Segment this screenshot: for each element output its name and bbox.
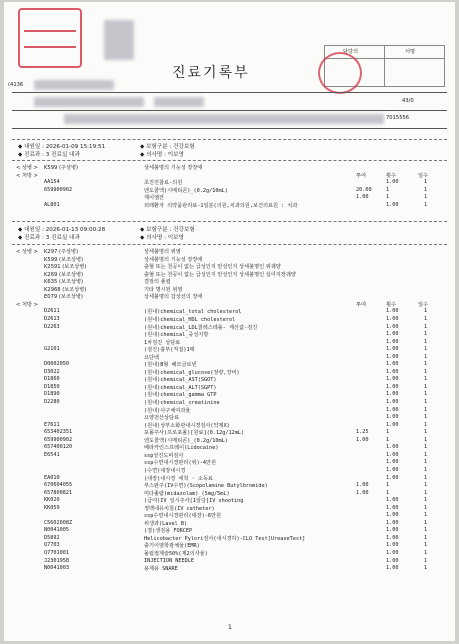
rx-name: (원내)chemical_total cholesterol [144, 309, 242, 316]
col-dose-header: 투여 [356, 172, 367, 179]
rx-name: 부스판주(IV수면)(Scopolamine Butylbromide) [144, 483, 268, 490]
clinic-seal-stamp [18, 8, 82, 68]
rx-days: 1 [424, 557, 428, 564]
rx-code: D1890 [44, 391, 60, 398]
rx-name: 엔도콜액(시메티콘)_(0.2g/10mL) [144, 437, 228, 444]
rx-name: ssp상진도비검사 [144, 452, 184, 459]
rx-name: (수면)대장내시경 [144, 467, 186, 474]
rx-times: 1.00 [386, 550, 399, 556]
diagnosis-label: < 상병 > [16, 249, 39, 255]
rx-days: 1 [424, 383, 428, 390]
visit1-insurance: ◆ 보험구분 : 건강보험 [140, 144, 195, 150]
rx-code: Q7701001 [44, 550, 69, 556]
rx-days: 1 [424, 421, 428, 428]
diagnosis-name: 상세불명의 기능성 장장애 [144, 256, 203, 263]
rx-days: 1 [424, 565, 428, 572]
document-title: 진료기록부 [172, 65, 250, 81]
col-days-header: 일수 [418, 301, 429, 308]
rx-days: 1 [424, 519, 428, 526]
rx-days: 1 [424, 466, 428, 473]
rx-code: N0041003 [44, 565, 69, 572]
rx-times: 1.00 [386, 414, 399, 421]
rx-dose: 1.00 [356, 489, 369, 496]
col-times-header: 횟수 [386, 172, 397, 179]
sign-box-signature-label: 서명 [405, 49, 416, 55]
rx-times: 1.00 [386, 368, 399, 375]
diagnosis-name: 결장의 폴립 [144, 279, 171, 286]
rx-code: D0002050 [44, 361, 69, 368]
rx-days: 1 [424, 338, 428, 345]
diagnosis-code: K2968 (보조상병) [44, 286, 87, 293]
rx-name: 1차검진 상담료 [144, 339, 181, 346]
rx-times: 1.00 [386, 179, 399, 186]
rx-name: (대장)내시경 세척 · 소독료 [144, 475, 213, 482]
rx-code: 670604055 [44, 482, 73, 489]
diagnosis-code: K599 (보조상병) [44, 256, 84, 263]
rx-name: 미다졸람(midazolam)_(5mg/5mL) [144, 490, 230, 497]
rx-times: 1.00 [386, 383, 399, 390]
page-count: 43/0 [402, 98, 414, 104]
diagnosis-name: 기타 명시된 위염 [144, 286, 183, 293]
diagnosis-code: K269 (보조상병) [44, 271, 84, 278]
rx-times: 1.00 [386, 557, 399, 564]
rx-times: 1.00 [386, 353, 399, 360]
sign-box-doctor-label: 담당의 [343, 49, 359, 55]
rx-code: D2263 [44, 323, 60, 330]
rx-name: (원내)상부소화관내시경검사(약제X) [144, 422, 230, 429]
rx-name: 베라카인스프레이(Lidocaine) [144, 445, 219, 452]
rx-days: 1 [424, 527, 428, 534]
rx-times: 1.00 [386, 361, 399, 368]
rx-days: 1 [424, 194, 428, 201]
diagnosis-code: K2591 (보조상병) [44, 264, 87, 271]
rx-name: (원내)chemical_AST(SGOT) [144, 377, 217, 384]
rx-name: 포폴주사(프로포폴)[원료](0.12g/12mL) [144, 430, 245, 437]
rx-name: 출기이염학광체율(EMR) [144, 543, 200, 550]
rx-times: 1 [386, 436, 390, 443]
rx-days: 1 [424, 497, 428, 504]
rx-times: 1.00 [386, 391, 399, 398]
rx-days: 1 [424, 444, 428, 451]
divider [12, 128, 447, 129]
visit-divider [12, 244, 447, 245]
rx-days: 1 [424, 186, 428, 193]
rx-times: 1.00 [386, 399, 399, 405]
partial-id: 7015556 [386, 115, 410, 121]
rx-name: INJECTION NEEDLE [144, 557, 194, 564]
rx-code: 657800821 [44, 489, 73, 496]
rx-code: AL801 [44, 202, 60, 208]
divider [12, 92, 447, 93]
rx-name: 용제용 SNARE [144, 566, 178, 573]
redacted-block [34, 80, 114, 90]
rx-days: 1 [424, 368, 428, 375]
rx-days: 1 [424, 436, 428, 443]
rx-days: 1 [424, 414, 428, 421]
rx-days: 1 [424, 315, 428, 322]
rx-days: 1 [424, 331, 428, 338]
rx-times: 1.00 [386, 474, 399, 481]
rx-code: KK059 [44, 504, 60, 511]
redacted-block [154, 97, 204, 107]
rx-code: Q7703 [44, 542, 60, 549]
rx-times: 1.00 [386, 308, 399, 315]
rx-days: 1 [424, 346, 428, 353]
rx-days: 1 [424, 534, 428, 541]
rx-times: 1 [386, 186, 390, 193]
col-times-header: 횟수 [386, 301, 397, 308]
visit2-doctor: ◆ 의사명 : 이보영 [140, 235, 184, 241]
rx-times: 1.00 [386, 323, 399, 330]
prescription-label: < 처방 > [16, 301, 39, 308]
rx-code: E6541 [44, 451, 60, 458]
rx-name: 제이엠잔 [144, 195, 165, 202]
diagnosis-name: 상세불명의 기능성 장장애 [144, 165, 203, 171]
rx-times: 1 [386, 489, 390, 496]
rx-days: 1 [424, 482, 428, 489]
rx-code: D5892 [44, 534, 60, 541]
visit1-department: ◆ 진료과 : 3 진료실 내과 [18, 152, 80, 158]
rx-times: 1.00 [386, 527, 399, 534]
rx-name: (원내)chemical_중성지방 [144, 332, 209, 339]
record-page [4, 2, 455, 641]
rx-name: (급여)IV 일시주사[1일당]IV shooting [144, 498, 244, 505]
rx-times: 1 [386, 194, 390, 201]
visit-divider [12, 139, 447, 140]
diagnosis-label: < 상병 > [16, 165, 39, 171]
chart-number: (4136 [8, 82, 24, 88]
rx-name: 폴립절제술50%(제2의사율) [144, 551, 208, 557]
visit2-department: ◆ 진료과 : 3 진료실 내과 [18, 235, 80, 241]
rx-times: 1 [386, 429, 390, 436]
rx-days: 1 [424, 429, 428, 436]
rx-dose: 1.00 [356, 482, 369, 489]
page-number: 1 [228, 624, 232, 631]
rx-code: D2280 [44, 399, 60, 405]
rx-name: ssp수면내시경관리(위)-4만원 [144, 460, 216, 467]
rx-days: 1 [424, 391, 428, 398]
rx-name: (원내)사구체여과율 [144, 407, 191, 414]
doctor-seal-stamp [318, 52, 362, 94]
rx-code: KK020 [44, 497, 60, 504]
rx-times: 1.00 [386, 444, 399, 451]
rx-times: 1.00 [386, 504, 399, 511]
rx-code: 657400120 [44, 444, 73, 451]
diagnosis-code: K635 (보조상병) [44, 279, 84, 286]
prescription-label: < 처방 > [16, 172, 39, 179]
rx-times: 1.00 [386, 376, 399, 383]
rx-dose: 20.00 [356, 186, 372, 193]
rx-days: 1 [424, 474, 428, 481]
rx-name: ssp수면내시경관리(대장)-6만원 [144, 513, 221, 520]
rx-name: (원내)chemical_ALT(SGPT) [144, 384, 217, 391]
rx-times: 1.00 [386, 331, 399, 338]
visit1-date: ◆ 내원일 : 2026-01-09 15:19:51 [18, 144, 106, 150]
rx-days: 1 [424, 399, 428, 405]
rx-times: 1.00 [386, 346, 399, 353]
rx-name: 위생과(Lavel B) [144, 520, 188, 527]
redacted-block [64, 114, 384, 124]
rx-dose: 1.25 [356, 429, 369, 436]
rx-code: D3022 [44, 368, 60, 375]
rx-code: EA010 [44, 474, 60, 481]
rx-name: (원내)B형 혜모글로빈 [144, 362, 197, 369]
col-dose-header: 투여 [356, 301, 367, 308]
rx-times: 1.00 [386, 451, 399, 458]
rx-times: 1.00 [386, 338, 399, 345]
rx-days: 1 [424, 406, 428, 413]
rx-code: D1850 [44, 383, 60, 390]
rx-name: 초진진찰료-의원 [144, 180, 183, 187]
visit2-insurance: ◆ 보험구분 : 건강보험 [140, 227, 195, 233]
rx-name: (검진)흉부(직접)1매 [144, 347, 195, 354]
visit2-date: ◆ 내원일 : 2026-01-13 09:00:28 [18, 227, 106, 233]
redacted-block [104, 20, 134, 60]
rx-days: 1 [424, 202, 428, 208]
rx-name: (원내)chemical_glucose(정량,장비) [144, 369, 240, 376]
rx-times: 1.00 [386, 519, 399, 526]
rx-code: D2613 [44, 315, 60, 322]
rx-name: 정맥내유치침(IV catheter) [144, 505, 215, 512]
rx-code: D1860 [44, 376, 60, 383]
rx-code: 659900902 [44, 436, 73, 443]
rx-days: 1 [424, 308, 428, 315]
rx-name: (원내)chemical_gamma GTP [144, 392, 217, 399]
rx-days: 1 [424, 323, 428, 330]
visit-divider [12, 160, 447, 161]
rx-code: E7611 [44, 421, 60, 428]
rx-name: (겸)생검용 FORCEP [144, 528, 193, 535]
rx-days: 1 [424, 504, 428, 511]
rx-times: 1.00 [386, 565, 399, 572]
visit1-doctor: ◆ 의사명 : 이보영 [140, 152, 184, 158]
rx-days: 1 [424, 361, 428, 368]
rx-times: 1.00 [386, 534, 399, 541]
rx-code: G2101 [44, 346, 60, 353]
rx-name: 요양전산상담료 [144, 415, 180, 422]
rx-dose: 1.00 [356, 194, 369, 201]
diagnosis-code: E079 (보조상병) [44, 294, 83, 301]
rx-code: 659900902 [44, 186, 73, 193]
rx-code: C5602008Z [44, 519, 73, 526]
rx-days: 1 [424, 512, 428, 519]
rx-days: 1 [424, 489, 428, 496]
diagnosis-name: 출혈 또는 천공이 없는 급성인지 만성인지 상세불명인 십이지장궤양 [144, 271, 296, 278]
rx-code: J2301958 [44, 557, 69, 564]
rx-days: 1 [424, 451, 428, 458]
rx-name: 엔도콜액(시메티콘)_(0.2g/10mL) [144, 187, 228, 194]
rx-name: 요단백 [144, 354, 160, 361]
rx-name: (원내)chemical_creatinine [144, 400, 220, 406]
rx-code: N0041005 [44, 527, 69, 534]
redacted-block [34, 97, 144, 107]
rx-name: 외래환자 의약품관리료-1일분(의원,치과의원,보건의료원 : 치과 [144, 203, 298, 209]
rx-name: (원내)chemical_HDL cholesterol [144, 316, 236, 323]
rx-times: 1.00 [386, 512, 399, 519]
rx-days: 1 [424, 353, 428, 360]
rx-times: 1.00 [386, 202, 399, 208]
rx-times: 1.00 [386, 497, 399, 504]
divider [12, 110, 447, 111]
col-days-header: 일수 [418, 172, 429, 179]
rx-days: 1 [424, 376, 428, 383]
rx-code: AA154 [44, 179, 60, 186]
rx-times: 1.00 [386, 459, 399, 466]
rx-days: 1 [424, 550, 428, 556]
diagnosis-name: 상세불명의 갑상선의 장애 [144, 294, 203, 301]
rx-times: 1.00 [386, 406, 399, 413]
rx-dose: 1.00 [356, 436, 369, 443]
rx-days: 1 [424, 179, 428, 186]
diagnosis-name: 상세불명의 위염 [144, 249, 181, 255]
visit-divider [12, 221, 447, 222]
rx-times: 1.00 [386, 421, 399, 428]
rx-code: D2611 [44, 308, 60, 315]
rx-times: 1.00 [386, 466, 399, 473]
rx-times: 1.00 [386, 542, 399, 549]
rx-name: Helicobacter Pylori검사(내시경하)-CLO Test[UreaseTest] [144, 535, 306, 542]
diagnosis-code: K297 (주상병) [44, 249, 79, 255]
rx-name: (원내)chemical_LDL콜레스테롤- 계산값-검진 [144, 324, 258, 331]
rx-code: 653402351 [44, 429, 73, 436]
diagnosis-name: 출혈 또는 천공이 없는 급성인지 만성인지 상세불명인 위궤양 [144, 264, 281, 271]
rx-days: 1 [424, 542, 428, 549]
rx-days: 1 [424, 459, 428, 466]
rx-times: 1 [386, 482, 390, 489]
diagnosis-code: K599 (주상병) [44, 165, 79, 171]
rx-times: 1.00 [386, 315, 399, 322]
